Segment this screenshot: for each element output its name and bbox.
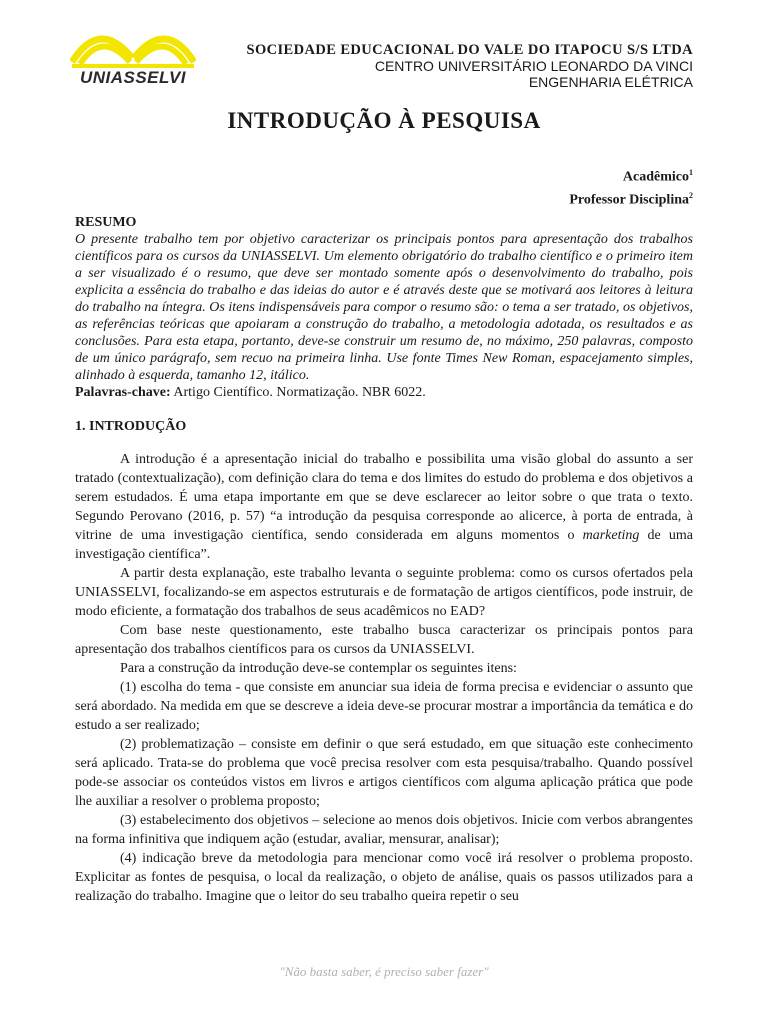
logo-arches-icon [70,22,196,72]
footnote-mark-1[interactable]: 1 [689,168,693,177]
institution-name: SOCIEDADE EDUCACIONAL DO VALE DO ITAPOCU S/S LTDA [246,42,693,58]
university-center: CENTRO UNIVERSITÁRIO LEONARDO DA VINCI [374,58,693,74]
paragraph: Para a construção da introdução deve-se contemplar os seguintes itens: [120,661,517,676]
author-student: Acadêmico$^1$ [622,168,693,185]
footer-motto: "Não basta saber, é preciso saber fazer" [279,964,489,979]
document-body [75,214,693,906]
authors-block [569,164,693,209]
paragraph: (4) indicação breve da metodologia para mencionar como você irá resolver o problema proposto. Explicitar as fontes de pesquisa, o local da realização, o objeto de análise, quais os passos utilizados para a realização do trabalho. Imagine que o leitor do seu trabalho queira repetir o seu [75,851,693,904]
paragraph: A partir desta explanação, este trabalho levanta o seguinte problema: como os cursos ofertados pela UNIASSELVI, focalizando-se em aspectos estruturais e de formatação de artigos científicos, pode instruir, de modo eficiente, a formatação dos trabalhos de seus acadêmicos no EAD? [75,566,693,619]
paragraph: (2) problematização – consiste em definir o que será estudado, em que situação este conhecimento será aplicado. Trata-se do problema que você precisa resolver com esta pesquisa/trabalho. Quando possível pode-se associar os conteúdos vistos em livros e artigos científicos com alguma aplicação prática que pode lhe auxiliar a resolver o problema proposto; [75,737,693,809]
abstract-text: O presente trabalho tem por objetivo caracterizar os principais pontos para apresentação dos trabalhos científicos para os cursos da UNIASSELVI. Um elemento obrigatório do trabalho científico e o primeiro item a ser visualizado é o resumo, que deve ser montado somente após o desenvolvimento do trabalho, pois explicita a essência do trabalho e das ideias do autor e é através deste que se motivará aos leitores à leitura do trabalho na íntegra. Os itens indispensáveis para compor o resumo são: o tema a ser tratado, os objetivos, as referências teóricas que apoiaram a construção do trabalho, a metodologia adotada, os resultados e as conclusões. Para esta etapa, portanto, deve-se construir um resumo de, no máximo, 250 palavras, composto de um único parágrafo, sem recuo na primeira linha. Use fonte Times New Roman, espacejamento simples, alinhado à esquerda, tamanho 12, itálico. [75,232,693,383]
course-name: ENGENHARIA ELÉTRICA [528,74,693,90]
paragraph: Com base neste questionamento, este trabalho busca caracterizar os principais pontos para apresentação dos trabalhos científicos para os cursos da UNIASSELVI. [75,623,693,657]
abstract-heading: RESUMO [75,215,137,230]
introduction-text [75,450,693,906]
section-heading-introduction: 1. INTRODUÇÃO [75,419,187,434]
footnote-mark-2[interactable]: 2 [689,190,693,200]
paragraph: (1) escolha do tema - que consiste em anunciar sua ideia de forma precisa e evidenciar o assunto que será abordado. Na medida em que se descreve a ideia deve-se procurar mostrar a importância da temática e do estudo a ser realizado; [75,680,693,733]
institution-header [246,42,693,90]
logo-wordmark: UNIASSELVI [79,68,187,87]
keywords-line [75,384,693,401]
paragraph: (3) estabelecimento dos objetivos – selecione ao menos dois objetivos. Inicie com verbos abrangentes na forma infinitiva que indiquem ação (estudar, avaliar, mensurar, analisar); [75,813,693,847]
author-professor: Professor Disciplina$^2$ [569,190,693,208]
keywords-label: Palavras-chave: [75,385,171,400]
document-title: INTRODUÇÃO À PESQUISA [227,108,541,133]
paragraph: A introdução é a apresentação inicial do trabalho e possibilita uma visão global do assunto a ser tratado (contextualização), com definição clara do tema e dos limites do estudo do problema e dos objetivos a serem estudados. É uma etapa importante em que se deve esclarecer ao leitor sobre o que trata o texto. Segundo Perovano (2016, p. 57) “a introdução da pesquisa corresponde ao alicerce, à porta de entrada, à vitrine de uma investigação científica, sendo considerada em alguns momentos o marketing de uma investigação científica”. [75,452,693,562]
keywords-value: Artigo Científico. Normatização. NBR 6022. [173,385,426,400]
uniasselvi-logo [70,22,196,92]
